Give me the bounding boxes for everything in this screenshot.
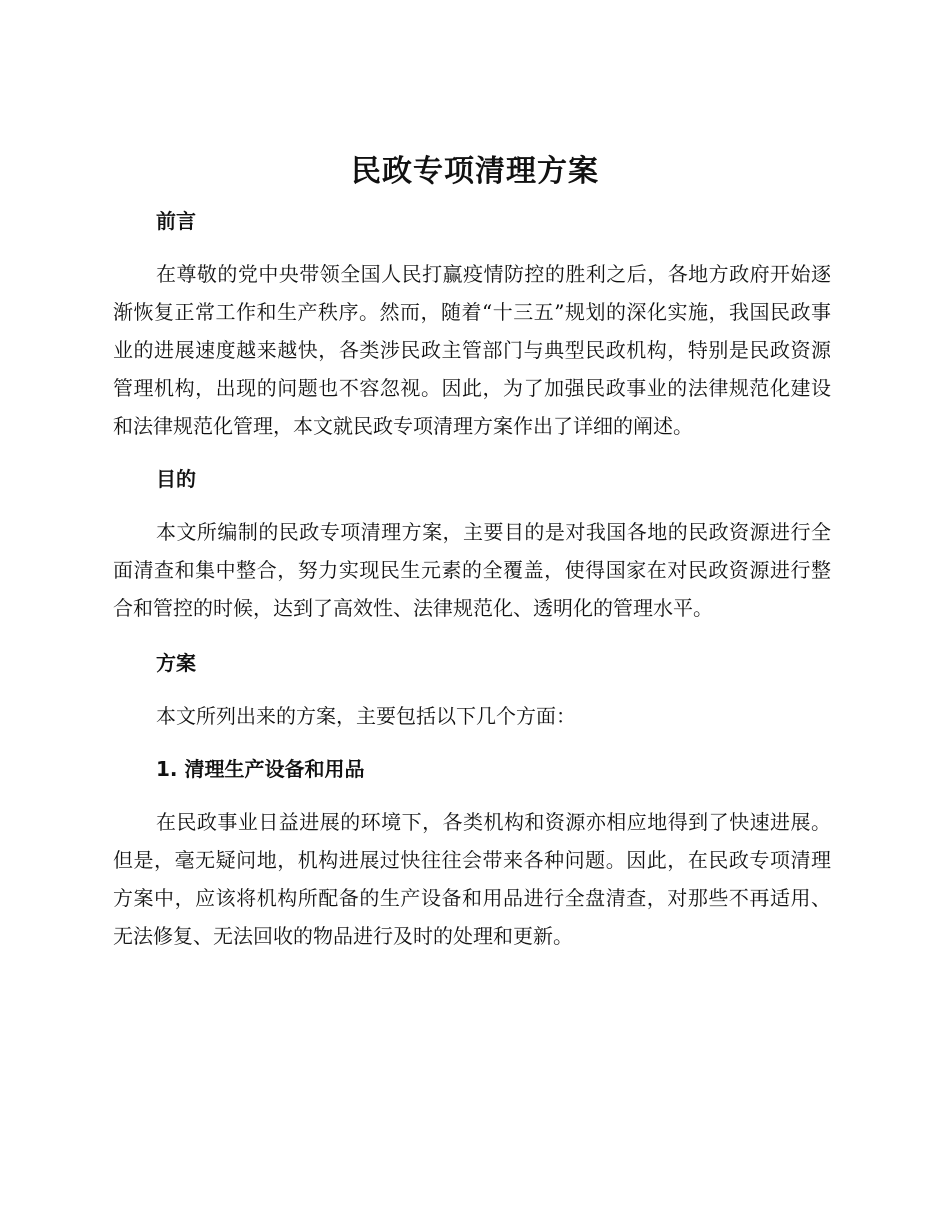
- document-title: 民政专项清理方案: [351, 154, 599, 189]
- paragraph-purpose: 本文所编制的民政专项清理方案，主要目的是对我国各地的民政资源进行全面清查和集中整合，努力实现民生元素的全覆盖，使得国家在对民政资源进行整合和管控的时候，达到了高效性、法律规范化、透明化的管理水平。: [113, 520, 831, 620]
- section-heading-preface: 前言: [156, 209, 196, 233]
- paragraph-item1: 在民政事业日益进展的环境下，各类机构和资源亦相应地得到了快速进展。但是，毫无疑问地，机构进展过快往往会带来各种问题。因此，在民政专项清理方案中，应该将机构所配备的生产设备和用品进行全盘清查，对那些不再适用、无法修复、无法回收的物品进行及时的处理和更新。: [113, 810, 831, 948]
- section-heading-plan: 方案: [156, 651, 196, 675]
- section-heading-purpose: 目的: [156, 467, 196, 491]
- paragraph-preface: 在尊敬的党中央带领全国人民打赢疫情防控的胜利之后，各地方政府开始逐渐恢复正常工作和生产秩序。然而，随着“十三五”规划的深化实施，我国民政事业的进展速度越来越快，各类涉民政主管部门与典型民政机构，特别是民政资源管理机构，出现的问题也不容忽视。因此，为了加强民政事业的法律规范化建设和法律规范化管理，本文就民政专项清理方案作出了详细的阐述。: [113, 262, 831, 438]
- section-heading-item1: 1. 清理生产设备和用品: [156, 757, 365, 781]
- document-body: [113, 201, 831, 955]
- paragraph-plan: 本文所列出来的方案，主要包括以下几个方面：: [156, 704, 576, 728]
